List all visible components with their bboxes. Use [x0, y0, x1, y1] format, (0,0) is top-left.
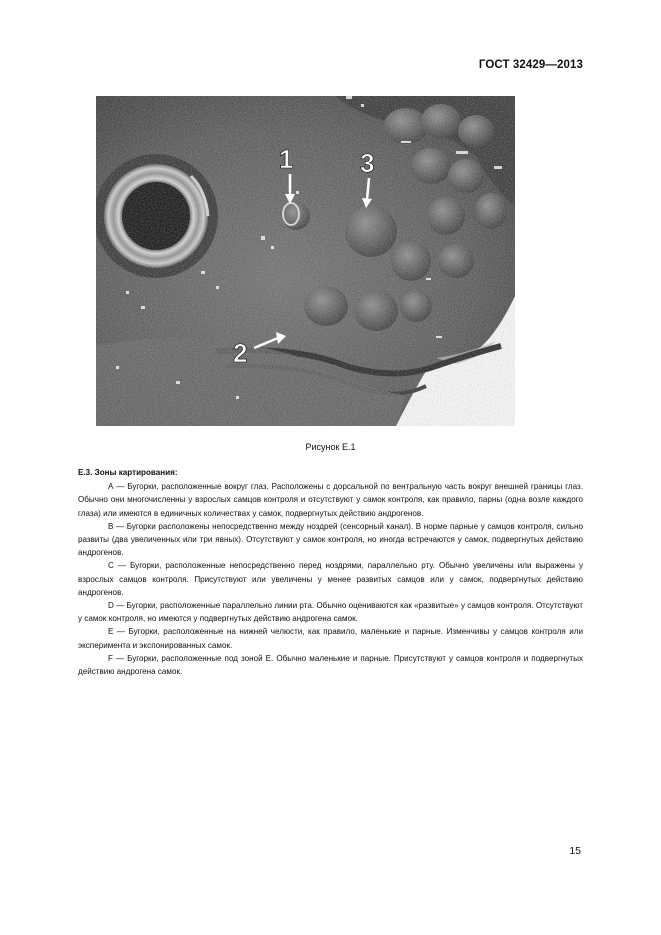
mapping-zones-section [78, 466, 583, 678]
zone-f-paragraph: F — Бугорки, расположенные под зоной Е. Обычно маленькие и парные. Присутствуют у самцов контроля и подвергнутых действию андрогена самок. [78, 653, 583, 677]
annotation-label-1: 1 [279, 144, 294, 174]
zone-c-paragraph: С — Бугорки, расположенные непосредственно перед ноздрями, параллельно рту. Обычно увеличены или выражены у взрослых самцов контроля. Присутствуют или увеличены у менее развитых самцов или у самок, подвергнутых действию андрогенов. [78, 561, 583, 597]
fish-head-photo [96, 96, 515, 426]
section-title: Е.3. Зоны картирования: [78, 468, 178, 477]
zone-e-paragraph: Е — Бугорки, расположенные на нижней челюсти, как правило, маленькие и парные. Изменчивы у самцов контроля или эксперимента и экспонированных самок. [78, 627, 583, 650]
annotation-label-2: 2 [233, 338, 248, 368]
page-number: 15 [569, 845, 581, 857]
zone-a-paragraph: А — Бугорки, расположенные вокруг глаз. Расположены с дорсальной по вентральную часть вокруг внешней границы глаз. Обычно они многочисленны у взрослых самцов контроля и отсутствуют у самок контроля, как правило, парны (одна возле каждого глаза) или имеются в единичных количествах у самок, подвергнутых действию андрогенов. [78, 482, 583, 518]
figure-caption: Рисунок Е.1 [305, 442, 356, 452]
annotation-label-3: 3 [360, 148, 375, 178]
zone-d-paragraph: D — Бугорки, расположенные параллельно линии рта. Обычно оцениваются как «развитые» у самцов контроля. Отсутствуют у самок контроля, но имеются у подвергнутых действию андрогена самок. [78, 601, 583, 624]
zone-b-paragraph: В — Бугорки расположены непосредственно между ноздрей (сенсорный канал). В норме парные у самцов контроля, сильно развиты (два увеличенных или три явных). Отсутствуют у самок контроля, но иногда встречаются у самок, подвергнутых действию андрогенов. [78, 521, 583, 558]
standard-code: ГОСТ 32429—2013 [478, 59, 583, 71]
